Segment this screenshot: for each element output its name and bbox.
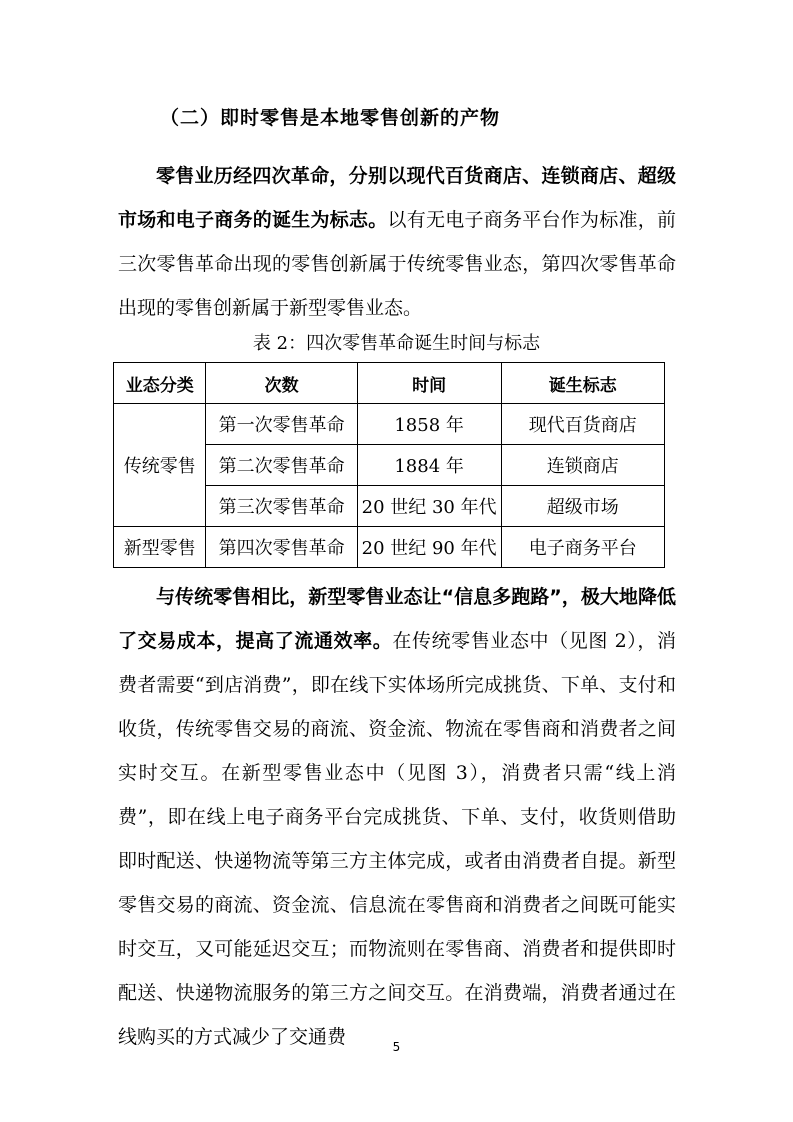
section-heading: （二）即时零售是本地零售创新的产物 bbox=[160, 107, 501, 129]
cell-time: 1884 年 bbox=[357, 445, 501, 486]
cell-symbol: 连锁商店 bbox=[501, 445, 665, 486]
cell-time: 20 世纪 90 年代 bbox=[357, 527, 501, 568]
paragraph-bold-lead: 零售业历经四次革命，分别以现代百货商店、连锁商店、超级市场和电子商务的诞生为标志。 bbox=[118, 165, 676, 231]
paragraph-retail-comparison bbox=[118, 575, 676, 1059]
table-row bbox=[114, 527, 665, 568]
table-row bbox=[114, 404, 665, 445]
retail-revolution-table bbox=[113, 362, 665, 568]
paragraph-retail-revolutions bbox=[118, 154, 676, 330]
cell-category-new: 新型零售 bbox=[114, 527, 206, 568]
page-number: 5 bbox=[392, 1040, 401, 1054]
cell-symbol: 现代百货商店 bbox=[501, 404, 665, 445]
cell-time: 20 世纪 30 年代 bbox=[357, 486, 501, 527]
paragraph-body: 以有无电子商务平台作为标准，前三次零售革命出现的零售创新属于传统零售业态，第四次零售革命出现的零售创新属于新型零售业态。 bbox=[118, 209, 676, 319]
cell-category-traditional: 传统零售 bbox=[114, 404, 206, 527]
header-category: 业态分类 bbox=[114, 363, 206, 404]
cell-order: 第一次零售革命 bbox=[206, 404, 357, 445]
table-caption: 表 2：四次零售革命诞生时间与标志 bbox=[252, 333, 541, 354]
paragraph-bold-lead: 与传统零售相比，新型零售业态让“信息多跑路”，极大地降低了交易成本，提高了流通效率。 bbox=[118, 586, 676, 652]
header-symbol: 诞生标志 bbox=[501, 363, 665, 404]
cell-order: 第三次零售革命 bbox=[206, 486, 357, 527]
cell-time: 1858 年 bbox=[357, 404, 501, 445]
table-header-row bbox=[114, 363, 665, 404]
cell-order: 第二次零售革命 bbox=[206, 445, 357, 486]
header-order: 次数 bbox=[206, 363, 357, 404]
cell-order: 第四次零售革命 bbox=[206, 527, 357, 568]
header-time: 时间 bbox=[357, 363, 501, 404]
cell-symbol: 电子商务平台 bbox=[501, 527, 665, 568]
cell-symbol: 超级市场 bbox=[501, 486, 665, 527]
paragraph-body: 在传统零售业态中（见图 2），消费者需要“到店消费”，即在线下实体场所完成挑货、下单、支付和收货，传统零售交易的商流、资金流、物流在零售商和消费者之间实时交互。在新型零售业态中（见图 3），消费者只需“线上消费”，即在线上电子商务平台完成挑货、下单、支付，收货则借助即时配送、快递物流等第三方主体完成，或者由消费者自提。新型零售交易的商流、资金流、信息流在零售商和消费者之间既可能实时交互，又可能延迟交互；而物流则在零售商、消费者和提供即时配送、快递物流服务的第三方之间交互。在消费端，消费者通过在线购买的方式减少了交通费 bbox=[118, 630, 676, 1048]
